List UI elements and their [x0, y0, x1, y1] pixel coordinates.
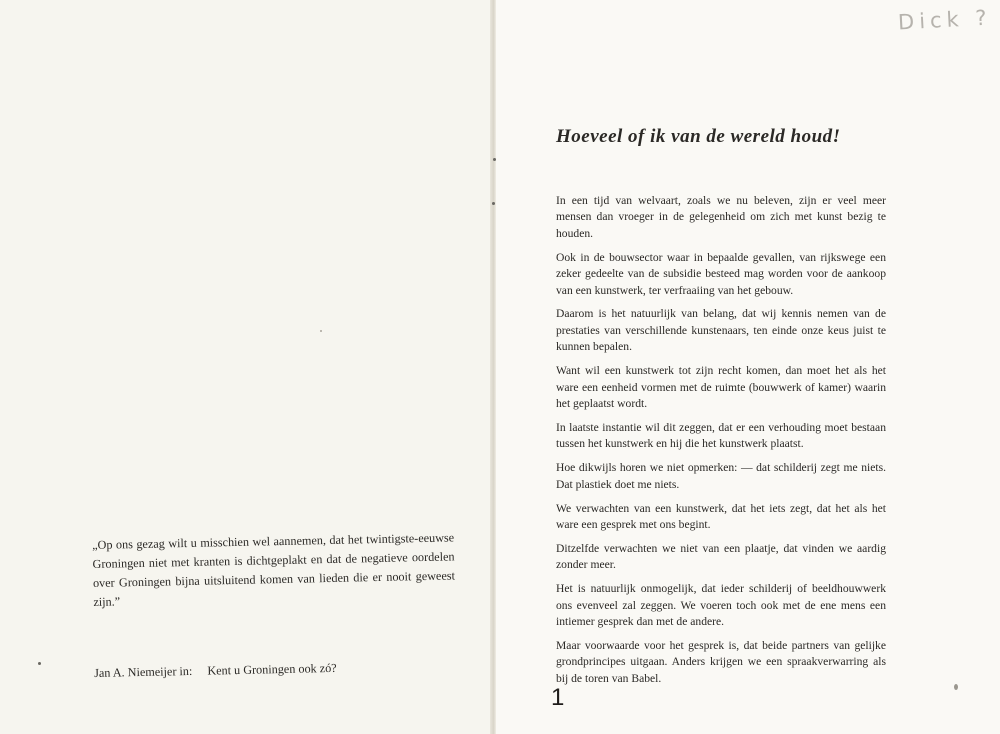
paper-speck — [38, 662, 41, 665]
left-page — [0, 0, 493, 734]
paragraph: Het is natuurlijk onmogelijk, dat ieder schilderij of beeldhouwwerk ons evenveel zal zeggen. We voeren toch ook met de ene mens een intiemer gesprek dan met de andere. — [556, 582, 886, 628]
page-number: 1 — [551, 684, 565, 711]
paragraph: Maar voorwaarde voor het gesprek is, dat beide partners van gelijke grondprincipes uitgaan. Anders krijgen we een spraakverwarring als bij de toren van Babel. — [556, 638, 886, 685]
handwritten-note: Dick ? — [897, 5, 993, 35]
article-body — [556, 193, 886, 695]
paper-speck — [493, 158, 496, 161]
paragraph: We verwachten van een kunstwerk, dat het iets zegt, dat het als het ware een gesprek met ons begint. — [556, 501, 886, 531]
paper-speck — [492, 202, 495, 205]
paragraph: Ook in de bouwsector waar in bepaalde gevallen, van rijkswege een zeker gedeelte van de subsidie besteed mag worden voor de aankoop van een kunstwerk, ter verfraaiing van het gebouw. — [556, 250, 886, 297]
attribution-author: Jan A. Niemeijer in: — [94, 663, 193, 680]
quote-text: „Op ons gezag wilt u misschien wel aannemen, dat het twintigste-eeuwse Groningen niet met kranten is dichtgeplakt en dat de negatieve oordelen over Groningen bijna uitsluitend komen van lieden die er nooit geweest zijn.” — [92, 530, 456, 609]
paragraph: Daarom is het natuurlijk van belang, dat wij kennis nemen van de prestaties van verschillende kunstenaars, ten einde onze keus juist te kunnen bepalen. — [556, 307, 886, 354]
paragraph: Hoe dikwijls horen we niet opmerken: — dat schilderij zegt me niets. Dat plastiek doet me niets. — [556, 461, 886, 491]
attribution-source: Kent u Groningen ook zó? — [207, 660, 337, 678]
paragraph: In laatste instantie wil dit zeggen, dat er een verhouding moet bestaan tussen het kunstwerk en hij die het kunstwerk plaatst. — [556, 420, 886, 451]
quote-attribution — [94, 657, 424, 682]
paragraph: In een tijd van welvaart, zoals we nu beleven, zijn er veel meer mensen dan vroeger in de gelegenheid om zich met kunst bezig te houden. — [556, 194, 886, 240]
paragraph: Want wil een kunstwerk tot zijn recht komen, dan moet het als het ware een eenheid vormen met de ruimte (bouwwerk of kamer) waarin het geplaatst wordt. — [556, 364, 886, 410]
paper-speck — [954, 684, 958, 690]
paper-speck — [320, 330, 322, 332]
paragraph: Ditzelfde verwachten we niet van een plaatje, dat vinden we aardig zonder meer. — [556, 541, 886, 572]
page-title: Hoeveel of ik van de wereld houd! — [556, 126, 841, 147]
